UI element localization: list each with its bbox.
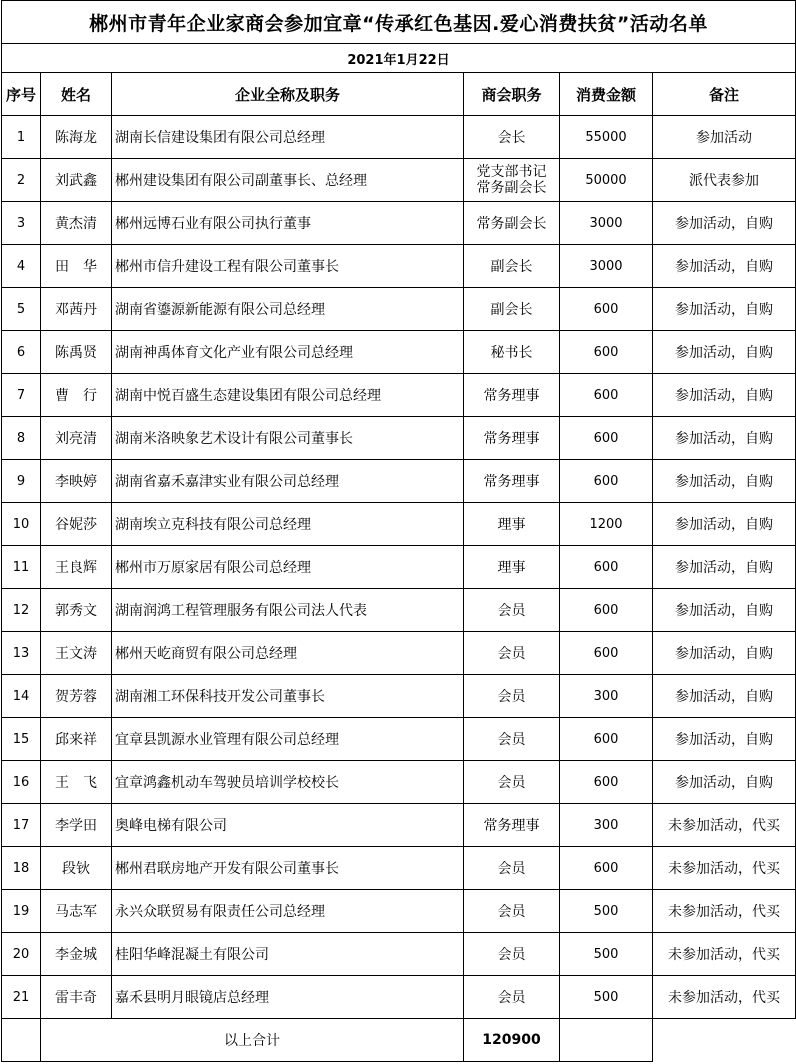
row-amount: 300 — [560, 675, 653, 718]
row-note: 参加活动，自购 — [653, 503, 796, 546]
table-row — [2, 245, 796, 288]
header-company: 企业全称及职务 — [112, 73, 464, 116]
row-note: 未参加活动，代买 — [653, 933, 796, 976]
row-index: 2 — [2, 159, 41, 202]
row-company: 湖南湘工环保科技开发公司董事长 — [112, 675, 464, 718]
row-company: 郴州君联房地产开发有限公司董事长 — [112, 847, 464, 890]
row-role: 秘书长 — [464, 331, 560, 374]
row-name: 刘武鑫 — [41, 159, 112, 202]
row-index: 9 — [2, 460, 41, 503]
table-row — [2, 288, 796, 331]
row-role: 会员 — [464, 718, 560, 761]
table-row — [2, 417, 796, 460]
row-role: 常务理事 — [464, 804, 560, 847]
header-note: 备注 — [653, 73, 796, 116]
total-empty-cell — [560, 1019, 653, 1062]
header-row — [2, 73, 796, 116]
row-note: 参加活动，自购 — [653, 718, 796, 761]
row-amount: 600 — [560, 847, 653, 890]
row-amount: 600 — [560, 460, 653, 503]
roster-table — [1, 0, 796, 1062]
row-index: 20 — [2, 933, 41, 976]
row-name: 邱来祥 — [41, 718, 112, 761]
row-role — [464, 159, 560, 202]
row-index: 6 — [2, 331, 41, 374]
table-row — [2, 202, 796, 245]
row-company: 郴州建设集团有限公司副董事长、总经理 — [112, 159, 464, 202]
row-company: 郴州天屹商贸有限公司总经理 — [112, 632, 464, 675]
row-index: 19 — [2, 890, 41, 933]
row-company: 宜章鸿鑫机动车驾驶员培训学校校长 — [112, 761, 464, 804]
row-index: 10 — [2, 503, 41, 546]
row-company: 湖南埃立克科技有限公司总经理 — [112, 503, 464, 546]
row-role-line-1: 党支部书记 — [476, 164, 547, 180]
row-name: 王良辉 — [41, 546, 112, 589]
row-role: 会员 — [464, 761, 560, 804]
total-amount: 120900 — [464, 1019, 560, 1062]
row-role: 会员 — [464, 890, 560, 933]
row-index: 17 — [2, 804, 41, 847]
row-note: 未参加活动，代买 — [653, 976, 796, 1019]
row-company: 湖南中悦百盛生态建设集团有限公司总经理 — [112, 374, 464, 417]
table-row — [2, 718, 796, 761]
table-row — [2, 675, 796, 718]
row-amount: 50000 — [560, 159, 653, 202]
row-name: 李学田 — [41, 804, 112, 847]
row-company: 宜章县凯源水业管理有限公司总经理 — [112, 718, 464, 761]
table-row — [2, 374, 796, 417]
row-role: 常务副会长 — [464, 202, 560, 245]
row-index: 13 — [2, 632, 41, 675]
table-row — [2, 159, 796, 202]
row-note: 未参加活动，代买 — [653, 890, 796, 933]
table-row — [2, 933, 796, 976]
row-note: 参加活动，自购 — [653, 331, 796, 374]
row-name: 雷丰奇 — [41, 976, 112, 1019]
row-name: 郭秀文 — [41, 589, 112, 632]
row-note: 未参加活动，代买 — [653, 847, 796, 890]
row-company: 湖南米洛映象艺术设计有限公司董事长 — [112, 417, 464, 460]
row-company: 湖南神禹体育文化产业有限公司总经理 — [112, 331, 464, 374]
row-name: 王 飞 — [41, 761, 112, 804]
row-name: 贺芳蓉 — [41, 675, 112, 718]
total-empty-cell — [2, 1019, 41, 1062]
row-index: 16 — [2, 761, 41, 804]
row-name: 王文涛 — [41, 632, 112, 675]
row-amount: 500 — [560, 933, 653, 976]
row-role: 会长 — [464, 116, 560, 159]
row-role: 副会长 — [464, 288, 560, 331]
row-index: 4 — [2, 245, 41, 288]
row-note: 参加活动，自购 — [653, 546, 796, 589]
row-company: 郴州远博石业有限公司执行董事 — [112, 202, 464, 245]
row-amount: 500 — [560, 890, 653, 933]
row-name: 陈禹贤 — [41, 331, 112, 374]
row-company: 郴州市万原家居有限公司总经理 — [112, 546, 464, 589]
row-company: 湖南润鸿工程管理服务有限公司法人代表 — [112, 589, 464, 632]
row-name: 黄杰清 — [41, 202, 112, 245]
row-index: 1 — [2, 116, 41, 159]
row-company: 郴州市信升建设工程有限公司董事长 — [112, 245, 464, 288]
table-row — [2, 804, 796, 847]
row-role: 会员 — [464, 933, 560, 976]
row-note: 参加活动，自购 — [653, 460, 796, 503]
row-amount: 300 — [560, 804, 653, 847]
row-note: 参加活动，自购 — [653, 589, 796, 632]
table-row — [2, 546, 796, 589]
row-name: 田 华 — [41, 245, 112, 288]
row-index: 5 — [2, 288, 41, 331]
header-amount: 消费金额 — [560, 73, 653, 116]
table-row — [2, 331, 796, 374]
row-index: 7 — [2, 374, 41, 417]
row-company: 湖南省嘉禾嘉津实业有限公司总经理 — [112, 460, 464, 503]
row-company: 奥峰电梯有限公司 — [112, 804, 464, 847]
row-role: 会员 — [464, 675, 560, 718]
table-row — [2, 976, 796, 1019]
row-index: 14 — [2, 675, 41, 718]
row-role: 理事 — [464, 503, 560, 546]
document-title: 郴州市青年企业家商会参加宜章“传承红色基因.爱心消费扶贫”活动名单 — [2, 1, 796, 44]
row-amount: 600 — [560, 374, 653, 417]
row-amount: 600 — [560, 632, 653, 675]
row-note: 参加活动，自购 — [653, 374, 796, 417]
row-index: 11 — [2, 546, 41, 589]
row-note: 参加活动，自购 — [653, 202, 796, 245]
row-amount: 600 — [560, 589, 653, 632]
row-amount: 600 — [560, 417, 653, 460]
row-note: 派代表参加 — [653, 159, 796, 202]
row-amount: 600 — [560, 718, 653, 761]
row-note: 参加活动，自购 — [653, 417, 796, 460]
row-name: 刘亮清 — [41, 417, 112, 460]
row-note: 参加活动，自购 — [653, 245, 796, 288]
row-company: 湖南省鎏源新能源有限公司总经理 — [112, 288, 464, 331]
row-amount: 600 — [560, 546, 653, 589]
header-name: 姓名 — [41, 73, 112, 116]
row-role: 副会长 — [464, 245, 560, 288]
row-note: 参加活动，自购 — [653, 675, 796, 718]
row-amount: 600 — [560, 761, 653, 804]
row-index: 15 — [2, 718, 41, 761]
document-date: 2021年1月22日 — [2, 44, 796, 73]
table-row — [2, 890, 796, 933]
row-role: 常务理事 — [464, 374, 560, 417]
row-name: 李金城 — [41, 933, 112, 976]
row-company: 永兴众联贸易有限责任公司总经理 — [112, 890, 464, 933]
row-note: 参加活动，自购 — [653, 761, 796, 804]
row-role: 理事 — [464, 546, 560, 589]
row-note: 参加活动，自购 — [653, 288, 796, 331]
row-amount: 600 — [560, 288, 653, 331]
row-name: 段钬 — [41, 847, 112, 890]
row-company: 湖南长信建设集团有限公司总经理 — [112, 116, 464, 159]
row-amount: 600 — [560, 331, 653, 374]
row-name: 邓茜丹 — [41, 288, 112, 331]
row-note: 参加活动 — [653, 116, 796, 159]
row-index: 12 — [2, 589, 41, 632]
row-company: 桂阳华峰混凝土有限公司 — [112, 933, 464, 976]
row-index: 3 — [2, 202, 41, 245]
table-row — [2, 503, 796, 546]
table-row — [2, 847, 796, 890]
row-note: 参加活动，自购 — [653, 632, 796, 675]
row-role-line-2: 常务副会长 — [476, 180, 547, 196]
row-role: 会员 — [464, 632, 560, 675]
row-index: 21 — [2, 976, 41, 1019]
row-company: 嘉禾县明月眼镜店总经理 — [112, 976, 464, 1019]
row-role: 常务理事 — [464, 417, 560, 460]
row-role: 会员 — [464, 589, 560, 632]
row-name: 马志军 — [41, 890, 112, 933]
total-label: 以上合计 — [41, 1019, 464, 1062]
header-role: 商会职务 — [464, 73, 560, 116]
row-amount: 3000 — [560, 245, 653, 288]
table-row — [2, 460, 796, 503]
row-role: 常务理事 — [464, 460, 560, 503]
table-row — [2, 116, 796, 159]
row-index: 8 — [2, 417, 41, 460]
row-name: 李映婷 — [41, 460, 112, 503]
row-name: 曹 行 — [41, 374, 112, 417]
row-role: 会员 — [464, 847, 560, 890]
table-row — [2, 589, 796, 632]
header-index: 序号 — [2, 73, 41, 116]
table-row — [2, 761, 796, 804]
row-amount: 3000 — [560, 202, 653, 245]
row-role: 会员 — [464, 976, 560, 1019]
row-note: 未参加活动，代买 — [653, 804, 796, 847]
row-name: 谷妮莎 — [41, 503, 112, 546]
total-row — [2, 1019, 796, 1062]
row-index: 18 — [2, 847, 41, 890]
row-amount: 1200 — [560, 503, 653, 546]
row-amount: 55000 — [560, 116, 653, 159]
row-name: 陈海龙 — [41, 116, 112, 159]
table-row — [2, 632, 796, 675]
row-amount: 500 — [560, 976, 653, 1019]
